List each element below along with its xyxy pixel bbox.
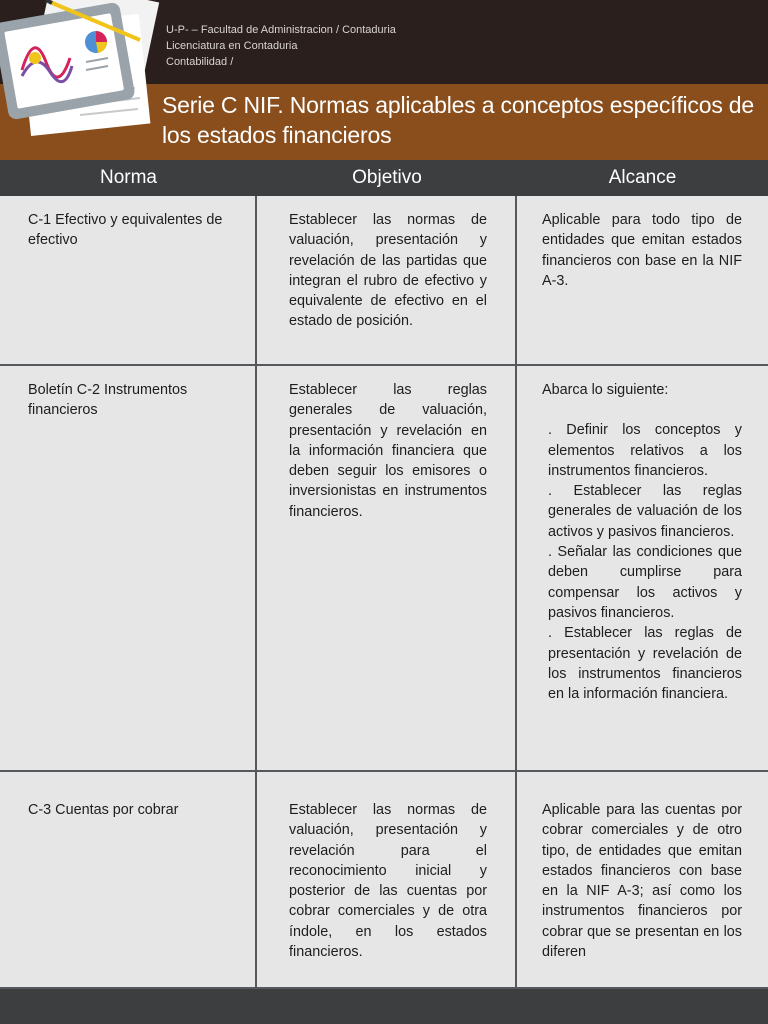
alcance-cell (517, 366, 768, 770)
list-item: . Establecer las reglas generales de valuación de los activos y pasivos financieros. (548, 483, 742, 540)
objetivo-cell: Establecer las normas de valuación, presentación y revelación de las partidas que integran el rubro de efectivo y equivalente de efectivo en el estado de posición. (257, 196, 517, 364)
list-item: . Señalar las condiciones que deben cumplirse para compensar los activos y pasivos financieros. (548, 544, 742, 621)
alcance-cell: Aplicable para las cuentas por cobrar comerciales y de otro tipo, de entidades que emitan estados financieros con base en la NIF A-3; así como los instrumentos financieros por cobrar que se presentan en los diferen (542, 802, 742, 961)
breadcrumb (166, 22, 396, 70)
list-item: . Establecer las reglas de presentación y revelación de los instrumentos financieros en la información financiera. (548, 625, 742, 703)
norma-cell: C-1 Efectivo y equivalentes de efectivo (0, 196, 257, 364)
norma-cell: C-3 Cuentas por cobrar (0, 772, 257, 987)
alcance-intro: Abarca lo siguiente: (542, 382, 669, 398)
list-item: . Definir los conceptos y elementos relativos a los instrumentos financieros. (548, 422, 742, 479)
table-header (0, 160, 768, 196)
table-row (0, 196, 768, 366)
column-header-objetivo: Objetivo (352, 167, 422, 188)
table-row (0, 366, 768, 772)
column-header-alcance: Alcance (608, 167, 677, 188)
objetivo-cell: Establecer las reglas generales de valuación, presentación y revelación en la información financiera que deben seguir los emisores o inversionistas en instrumentos financieros. (257, 366, 517, 770)
norma-cell: Boletín C-2 Instrumentos financieros (0, 366, 257, 770)
objetivo-cell: Establecer las normas de valuación, presentación y revelación para el reconocimiento inicial y posterior de las cuentas por cobrar comerciales y de otra índole, en los estados financieros. (257, 772, 517, 987)
page-title: Serie C NIF. Normas aplicables a conceptos específicos de los estados financieros (162, 92, 754, 148)
footer-bar (0, 989, 768, 1024)
table-row (0, 772, 768, 989)
breadcrumb-line-2: Licenciatura en Contaduria (166, 40, 298, 52)
breadcrumb-line-3: Contabilidad / (166, 56, 234, 68)
alcance-list (542, 420, 742, 704)
tablet-chart-illustration (0, 0, 160, 150)
alcance-cell: Aplicable para todo tipo de entidades que emitan estados financieros con base en la NIF A-3. (542, 212, 742, 289)
column-header-norma: Norma (99, 167, 157, 188)
breadcrumb-line-1: U-P- – Facultad de Administracion / Contaduria (166, 24, 396, 36)
